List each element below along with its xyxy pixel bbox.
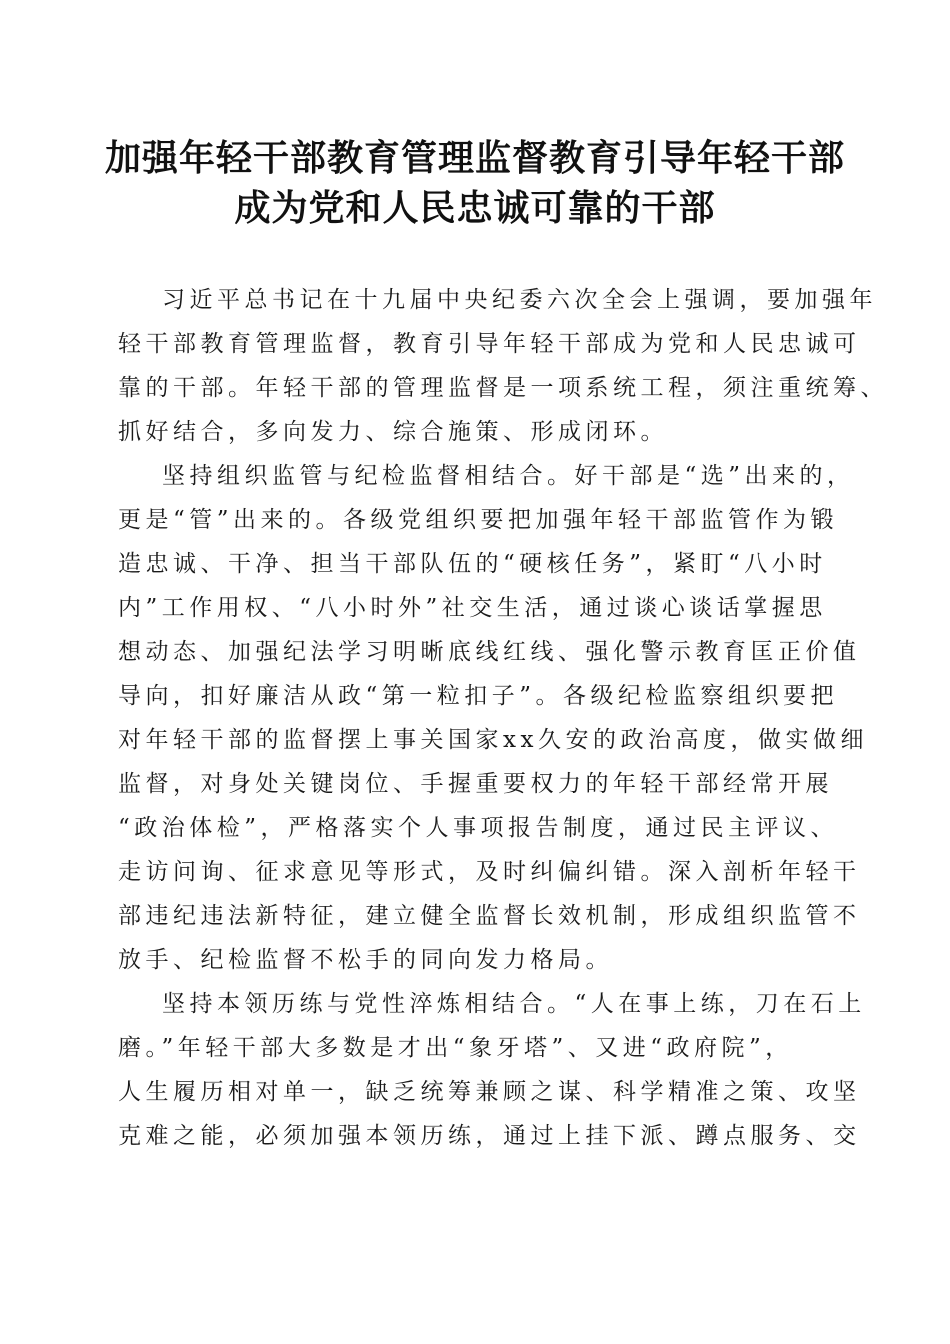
- paragraph-line: 部违纪违法新特征，建立健全监督长效机制，形成组织监管不: [118, 903, 861, 929]
- paragraph-line: 导向，扣好廉洁从政“第一粒扣子”。各级纪检监察组织要把: [118, 683, 839, 709]
- paragraph-line: 坚持本领历练与党性淬炼相结合。“人在事上练，刀在石上: [162, 991, 866, 1017]
- paragraph-line: 磨。”年轻干部大多数是才出“象牙塔”、又进“政府院”，: [118, 1035, 793, 1061]
- paragraph-line: 内”工作用权、“八小时外”社交生活，通过谈心谈话掌握思: [118, 595, 827, 621]
- paragraph-line: 对年轻干部的监督摆上事关国家xx久安的政治高度，做实做细: [118, 727, 868, 753]
- paragraph-line: 习近平总书记在十九届中央纪委六次全会上强调，要加强年: [162, 287, 877, 313]
- paragraph-line: 人生履历相对单一，缺乏统筹兼顾之谋、科学精准之策、攻坚: [118, 1079, 861, 1105]
- title-line-1: 加强年轻干部教育管理监督教育引导年轻干部: [104, 138, 845, 179]
- title-line-2: 成为党和人民忠诚可靠的干部: [234, 188, 716, 229]
- paragraph-line: 走访问询、征求意见等形式，及时纠偏纠错。深入剖析年轻干: [118, 859, 861, 885]
- paragraph-3: [118, 982, 866, 1158]
- paragraph-line: 轻干部教育管理监督，教育引导年轻干部成为党和人民忠诚可: [118, 331, 861, 357]
- paragraph-line: 更是“管”出来的。各级党组织要把加强年轻干部监管作为锻: [118, 507, 839, 533]
- paragraph-line: 造忠诚、干净、担当干部队伍的“硬核任务”，紧盯“八小时: [118, 551, 827, 577]
- paragraph-line: “政治体检”，严格落实个人事项报告制度，通过民主评议、: [118, 815, 839, 841]
- paragraph-line: 靠的干部。年轻干部的管理监督是一项系统工程，须注重统筹、: [118, 375, 888, 401]
- paragraph-line: 坚持组织监管与纪检监督相结合。好干部是“选”出来的，: [162, 463, 855, 489]
- paragraph-1: [118, 278, 888, 454]
- paragraph-line: 放手、纪检监督不松手的同向发力格局。: [118, 947, 613, 973]
- paragraph-line: 想动态、加强纪法学习明晰底线红线、强化警示教育匡正价值: [118, 639, 861, 665]
- paragraph-line: 克难之能，必须加强本领历练，通过上挂下派、蹲点服务、交: [118, 1123, 861, 1149]
- paragraph-line: 监督，对身处关键岗位、手握重要权力的年轻干部经常开展: [118, 771, 833, 797]
- document-title: [100, 134, 850, 234]
- paragraph-line: 抓好结合，多向发力、综合施策、形成闭环。: [118, 419, 668, 445]
- document-body: [118, 278, 888, 1158]
- paragraph-2: [118, 454, 868, 982]
